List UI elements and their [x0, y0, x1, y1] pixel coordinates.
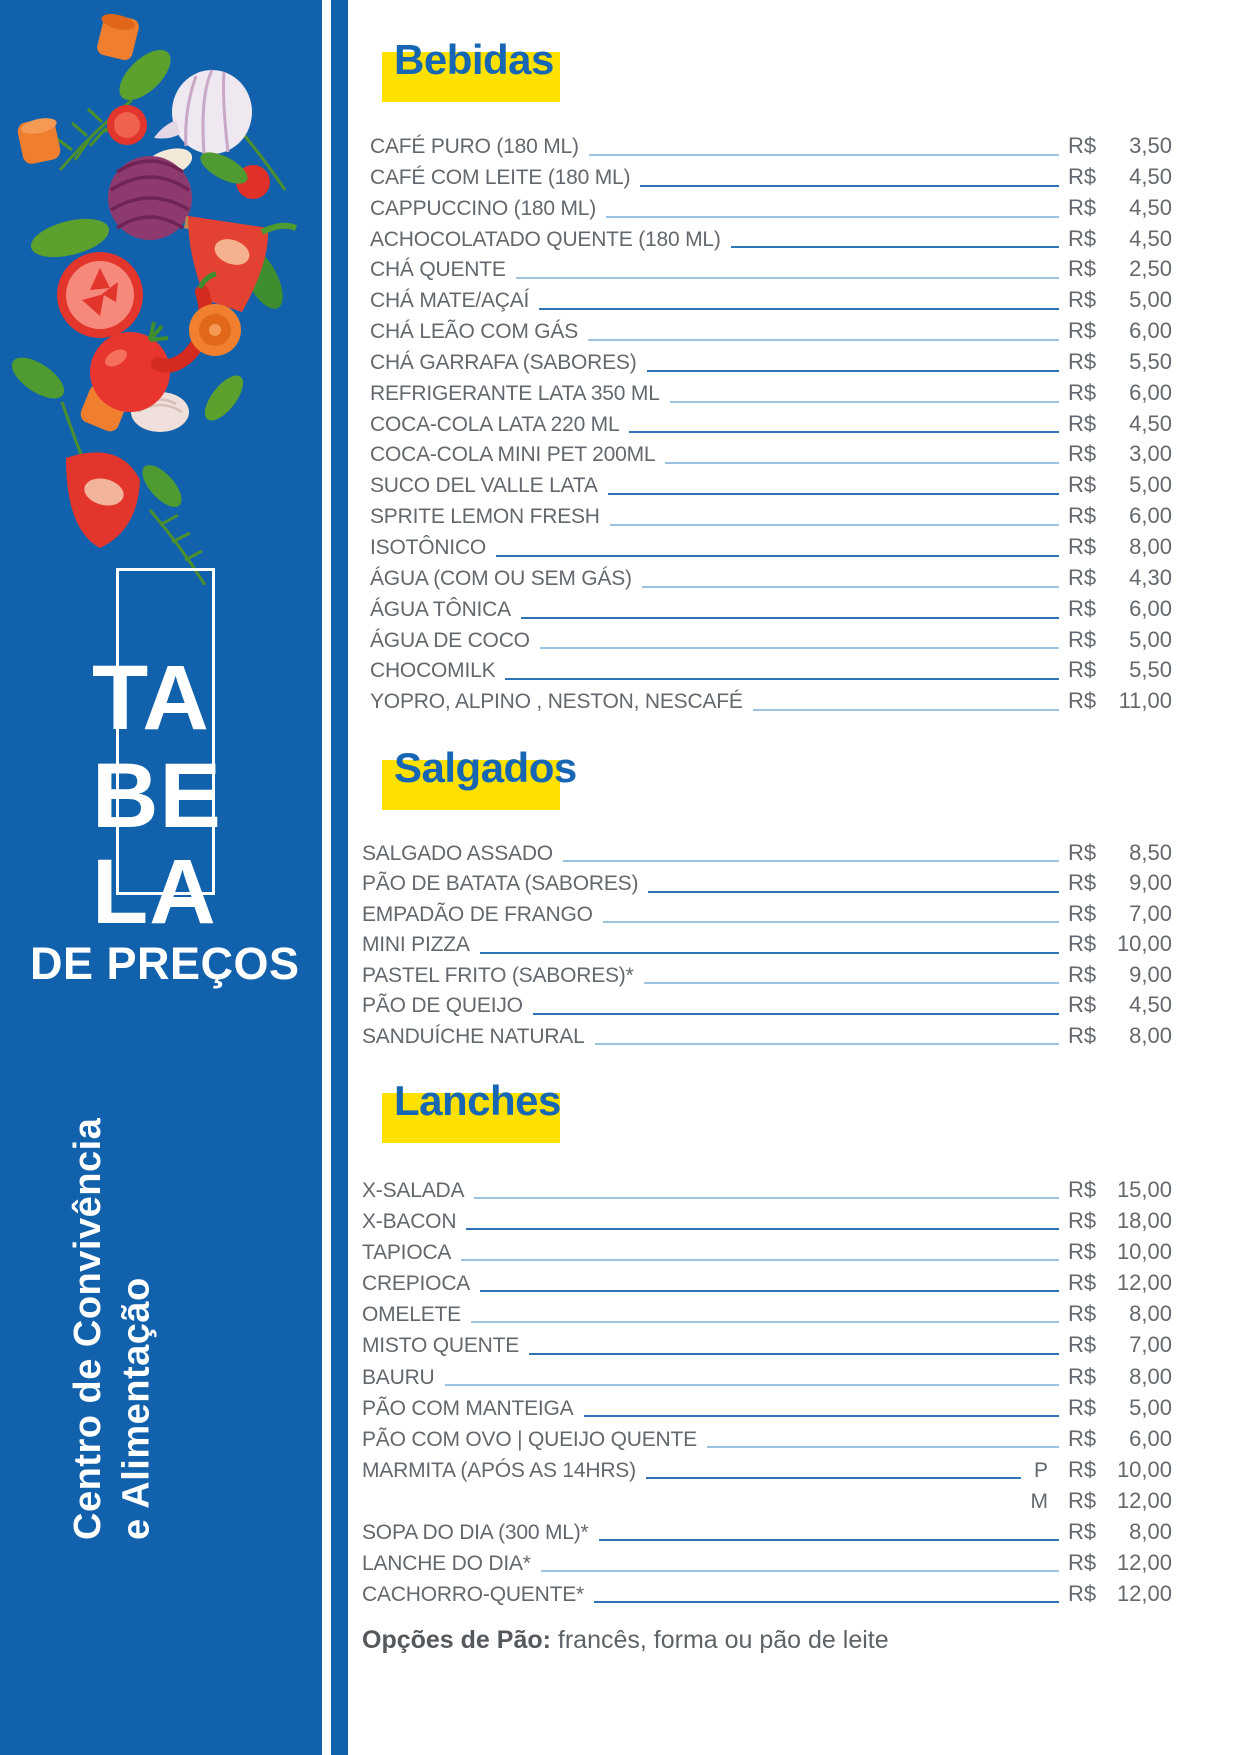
- item-price: 4,30: [1129, 564, 1172, 590]
- item-price: 8,00: [1129, 1301, 1172, 1327]
- item-price: 4,50: [1129, 194, 1172, 220]
- menu-item-row: [370, 532, 1172, 563]
- menu-item-row: [370, 686, 1172, 717]
- item-name: CAPPUCCINO (180 ML): [370, 196, 597, 220]
- item-price: 8,00: [1129, 1519, 1172, 1545]
- leader-line: [541, 1570, 1059, 1572]
- item-price: 7,00: [1129, 900, 1172, 926]
- item-name: PÃO DE BATATA (SABORES): [362, 872, 639, 896]
- item-price: 6,00: [1129, 1425, 1172, 1451]
- menu-item-row: [362, 960, 1172, 990]
- item-price: 9,00: [1129, 870, 1172, 896]
- item-price: 4,50: [1129, 410, 1172, 436]
- basil-leaf-icon: [5, 41, 291, 513]
- garlic-icon: [131, 70, 252, 432]
- menu-item-row: [370, 347, 1172, 378]
- item-price: 3,00: [1129, 441, 1172, 467]
- menu-item-row: [362, 838, 1172, 868]
- currency-symbol: R$: [1068, 1519, 1097, 1545]
- currency-symbol: R$: [1068, 1332, 1097, 1358]
- leader-line: [471, 1321, 1059, 1323]
- page-title: TA: [92, 647, 210, 749]
- section-title-lanches: Lanches: [394, 1077, 561, 1124]
- item-price: 8,00: [1129, 1022, 1172, 1048]
- currency-symbol: R$: [1068, 1022, 1097, 1048]
- leader-line: [584, 1415, 1060, 1417]
- currency-symbol: R$: [1068, 348, 1097, 374]
- menu-item-row: [370, 193, 1172, 224]
- leader-line: [608, 493, 1059, 495]
- item-price: 6,00: [1129, 503, 1172, 529]
- leader-line: [642, 586, 1059, 588]
- leader-line: [529, 1353, 1059, 1355]
- leader-line: [648, 891, 1059, 893]
- leader-line: [644, 982, 1059, 984]
- leader-line: [707, 1446, 1059, 1448]
- menu-item-row: [370, 655, 1172, 686]
- currency-symbol: R$: [1068, 1487, 1097, 1513]
- item-price: 8,00: [1129, 1363, 1172, 1389]
- item-name: PÃO COM OVO | QUEIJO QUENTE: [362, 1427, 697, 1451]
- menu-item-row: [362, 1267, 1172, 1298]
- leader-line: [595, 1043, 1059, 1045]
- currency-symbol: R$: [1068, 961, 1097, 987]
- currency-symbol: R$: [1068, 870, 1097, 896]
- item-price: 11,00: [1118, 688, 1172, 714]
- menu-item-row: [362, 990, 1172, 1020]
- menu-items-salgados: [362, 838, 1172, 1051]
- item-price: 18,00: [1116, 1208, 1172, 1234]
- leader-line: [480, 952, 1059, 954]
- leader-line: [496, 555, 1059, 557]
- leader-line: [563, 860, 1059, 862]
- currency-symbol: R$: [1068, 595, 1097, 621]
- menu-item-row: [370, 162, 1172, 193]
- currency-symbol: R$: [1068, 410, 1097, 436]
- leader-line: [753, 709, 1059, 711]
- menu-item-row: [370, 254, 1172, 285]
- item-name: SANDUÍCHE NATURAL: [362, 1024, 585, 1048]
- item-name: YOPRO, ALPINO , NESTON, NESCAFÉ: [370, 690, 743, 714]
- item-name: CREPIOCA: [362, 1272, 471, 1296]
- item-price: 8,00: [1129, 533, 1172, 559]
- menu-item-row: [362, 1298, 1172, 1329]
- item-name: LANCHE DO DIA*: [362, 1552, 531, 1576]
- leader-line: [589, 154, 1059, 156]
- currency-symbol: R$: [1068, 1239, 1097, 1265]
- organization-name: [64, 1040, 161, 1540]
- leader-line: [539, 308, 1059, 310]
- item-name: MISTO QUENTE: [362, 1334, 520, 1358]
- currency-symbol: R$: [1068, 133, 1097, 158]
- currency-symbol: R$: [1068, 1301, 1097, 1327]
- currency-symbol: R$: [1068, 1363, 1097, 1389]
- menu-item-row: [370, 316, 1172, 347]
- bread-options-text: francês, forma ou pão de leite: [550, 1626, 889, 1654]
- currency-symbol: R$: [1068, 992, 1097, 1018]
- currency-symbol: R$: [1068, 1425, 1097, 1451]
- item-price: 5,00: [1129, 472, 1172, 498]
- leader-line: [505, 678, 1059, 680]
- menu-item-row: [362, 1454, 1172, 1485]
- item-price: 8,50: [1129, 840, 1172, 865]
- page-title: BE: [92, 745, 222, 847]
- item-name: CHOCOMILK: [370, 659, 496, 683]
- currency-symbol: R$: [1068, 533, 1097, 559]
- item-price: 4,50: [1129, 163, 1172, 189]
- menu-item-row: [370, 501, 1172, 532]
- section-title-salgados: Salgados: [394, 744, 577, 791]
- menu-item-row: [370, 224, 1172, 255]
- item-name: ÁGUA TÔNICA: [370, 597, 511, 621]
- leader-line: [629, 431, 1059, 433]
- currency-symbol: R$: [1068, 1550, 1097, 1576]
- item-name: BAURU: [362, 1365, 435, 1389]
- currency-symbol: R$: [1068, 256, 1097, 282]
- menu-item-row: [362, 1236, 1172, 1267]
- item-price: 6,00: [1129, 595, 1172, 621]
- leader-line: [731, 246, 1059, 248]
- chili-icon: [158, 274, 216, 366]
- item-name: MINI PIZZA: [362, 933, 470, 957]
- menu-item-row: [370, 409, 1172, 440]
- item-price: 6,00: [1129, 379, 1172, 405]
- currency-symbol: R$: [1068, 287, 1097, 313]
- currency-symbol: R$: [1068, 163, 1097, 189]
- currency-symbol: R$: [1068, 688, 1097, 714]
- currency-symbol: R$: [1068, 1270, 1097, 1296]
- menu-item-row: [362, 1205, 1172, 1236]
- currency-symbol: R$: [1068, 472, 1097, 498]
- currency-symbol: R$: [1068, 564, 1097, 590]
- organization-name-line1: Centro de Convivência: [67, 1117, 109, 1540]
- item-price: 10,00: [1116, 1239, 1172, 1265]
- item-name: CACHORRO-QUENTE*: [362, 1583, 584, 1607]
- menu-item-row: [370, 439, 1172, 470]
- leader-line: [647, 370, 1059, 372]
- leader-line: [640, 185, 1059, 187]
- item-name: CHÁ GARRAFA (SABORES): [370, 350, 637, 374]
- item-price: 2,50: [1129, 256, 1172, 282]
- leader-line: [540, 647, 1059, 649]
- currency-symbol: R$: [1068, 1394, 1097, 1420]
- item-name: X-BACON: [362, 1210, 457, 1234]
- item-price: 6,00: [1129, 318, 1172, 344]
- item-price: 5,50: [1129, 348, 1172, 374]
- item-price: 12,00: [1116, 1581, 1172, 1607]
- menu-item-row: [362, 1392, 1172, 1423]
- item-price: 4,50: [1129, 992, 1172, 1018]
- leader-line: [610, 524, 1059, 526]
- currency-symbol: R$: [1068, 900, 1097, 926]
- red-pepper-icon: [66, 146, 296, 548]
- leader-line: [588, 339, 1059, 341]
- vegetables-illustration: [0, 0, 330, 595]
- item-name: ÁGUA (COM OU SEM GÁS): [370, 566, 632, 590]
- menu-item-row: [370, 594, 1172, 625]
- leader-line: [594, 1601, 1059, 1603]
- left-sidebar: [0, 0, 348, 1755]
- currency-symbol: R$: [1068, 840, 1097, 865]
- currency-symbol: R$: [1068, 225, 1097, 251]
- section-title-bebidas: Bebidas: [394, 36, 554, 83]
- item-name: CHÁ QUENTE: [370, 258, 506, 282]
- menu-item-row: [362, 929, 1172, 959]
- leader-line: [533, 1013, 1059, 1015]
- item-name: X-SALADA: [362, 1179, 465, 1202]
- menu-item-row: [370, 131, 1172, 162]
- currency-symbol: R$: [1068, 441, 1097, 467]
- item-name: CAFÉ COM LEITE (180 ML): [370, 165, 631, 189]
- leader-line: [445, 1384, 1059, 1386]
- leader-line: [603, 921, 1059, 923]
- menu-item-row: [362, 1361, 1172, 1392]
- leader-line: [670, 401, 1059, 403]
- item-name: MARMITA (APÓS AS 14HRS): [362, 1458, 636, 1482]
- leader-line: [516, 277, 1059, 279]
- menu-items-lanches: [362, 1174, 1172, 1609]
- item-size-label: M: [1030, 1489, 1048, 1513]
- menu-item-row: [362, 1485, 1172, 1516]
- item-name: COCA-COLA MINI PET 200ML: [370, 443, 656, 467]
- leader-line: [646, 1477, 1021, 1479]
- currency-symbol: R$: [1068, 626, 1097, 652]
- page-subtitle: DE PREÇOS: [30, 938, 300, 989]
- currency-symbol: R$: [1068, 657, 1097, 683]
- item-name: PASTEL FRITO (SABORES)*: [362, 963, 634, 987]
- item-name: SPRITE LEMON FRESH: [370, 505, 600, 529]
- item-name: CHÁ LEÃO COM GÁS: [370, 320, 579, 344]
- leader-line: [521, 617, 1059, 619]
- item-price: 10,00: [1116, 1456, 1172, 1482]
- item-name: ÁGUA DE COCO: [370, 628, 530, 652]
- item-size-label: P: [1033, 1458, 1048, 1482]
- item-price: 12,00: [1116, 1487, 1172, 1513]
- item-name: EMPADÃO DE FRANGO: [362, 902, 593, 926]
- menu-item-row: [370, 285, 1172, 316]
- carrot-slice-icon: [189, 304, 241, 356]
- item-price: 4,50: [1129, 225, 1172, 251]
- item-price: 5,00: [1129, 1394, 1172, 1420]
- menu-item-row: [362, 1423, 1172, 1454]
- menu-item-row: [362, 1516, 1172, 1547]
- item-price: 10,00: [1116, 931, 1172, 957]
- bread-options-note: [362, 1626, 889, 1655]
- red-onion-icon: [108, 156, 206, 240]
- tomato-icon: [57, 105, 170, 412]
- item-name: CHÁ MATE/AÇAÍ: [370, 289, 530, 313]
- menu-items-bebidas: [370, 131, 1172, 717]
- item-name: SALGADO ASSADO: [362, 842, 553, 865]
- section-header-lanches: [382, 1077, 561, 1143]
- leader-line: [461, 1259, 1059, 1261]
- leader-line: [599, 1539, 1060, 1541]
- menu-item-row: [362, 1174, 1172, 1205]
- item-name: COCA-COLA LATA 220 ML: [370, 412, 620, 436]
- menu-item-row: [362, 1329, 1172, 1360]
- currency-symbol: R$: [1068, 379, 1097, 405]
- menu-item-row: [370, 378, 1172, 409]
- menu-item-row: [362, 899, 1172, 929]
- item-name: CAFÉ PURO (180 ML): [370, 135, 579, 158]
- section-header-salgados: [382, 744, 577, 810]
- menu-item-row: [370, 470, 1172, 501]
- item-price: 5,50: [1129, 657, 1172, 683]
- organization-name-line2: e Alimentação: [115, 1277, 158, 1540]
- item-name: SUCO DEL VALLE LATA: [370, 474, 598, 498]
- section-header-bebidas: [382, 36, 560, 102]
- currency-symbol: R$: [1068, 318, 1097, 344]
- menu-item-row: [362, 1547, 1172, 1578]
- page-title: LA: [92, 841, 217, 943]
- item-price: 5,00: [1129, 287, 1172, 313]
- bread-options-label: Opções de Pão:: [362, 1626, 551, 1654]
- item-name: OMELETE: [362, 1303, 461, 1327]
- item-price: 5,00: [1129, 626, 1172, 652]
- leader-line: [480, 1290, 1059, 1292]
- currency-symbol: R$: [1068, 931, 1097, 957]
- item-name: SOPA DO DIA (300 ML)*: [362, 1521, 589, 1545]
- item-name: PÃO COM MANTEIGA: [362, 1396, 574, 1420]
- currency-symbol: R$: [1068, 1208, 1097, 1234]
- leader-line: [606, 216, 1059, 218]
- item-price: 9,00: [1129, 961, 1172, 987]
- item-price: 3,50: [1129, 133, 1172, 158]
- item-name: ISOTÔNICO: [370, 535, 487, 559]
- menu-item-row: [362, 868, 1172, 898]
- currency-symbol: R$: [1068, 194, 1097, 220]
- item-name: TAPIOCA: [362, 1241, 452, 1265]
- item-price: 15,00: [1116, 1177, 1172, 1202]
- leader-line: [474, 1197, 1059, 1199]
- carrot-icon: [16, 11, 140, 434]
- currency-symbol: R$: [1068, 503, 1097, 529]
- currency-symbol: R$: [1068, 1581, 1097, 1607]
- sidebar-white-stripe: [322, 0, 331, 1755]
- menu-item-row: [362, 1578, 1172, 1609]
- menu-item-row: [370, 625, 1172, 656]
- rosemary-sprig-icon: [56, 100, 285, 585]
- menu-item-row: [362, 1021, 1172, 1051]
- item-price: 7,00: [1129, 1332, 1172, 1358]
- menu-item-row: [370, 563, 1172, 594]
- currency-symbol: R$: [1068, 1456, 1097, 1482]
- item-name: ACHOCOLATADO QUENTE (180 ML): [370, 227, 721, 251]
- item-name: REFRIGERANTE LATA 350 ML: [370, 381, 660, 405]
- currency-symbol: R$: [1068, 1177, 1097, 1202]
- leader-line: [466, 1228, 1059, 1230]
- item-price: 12,00: [1116, 1550, 1172, 1576]
- item-price: 12,00: [1116, 1270, 1172, 1296]
- item-name: PÃO DE QUEIJO: [362, 994, 523, 1018]
- leader-line: [665, 462, 1059, 464]
